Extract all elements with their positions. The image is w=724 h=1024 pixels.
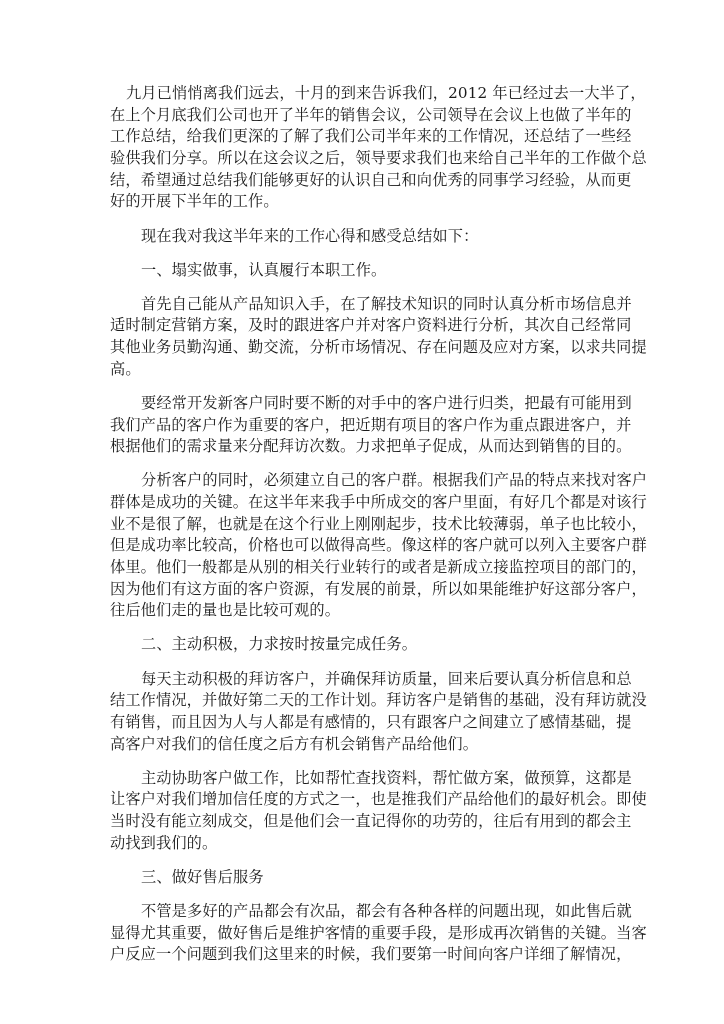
document-body <box>110 83 648 978</box>
body-paragraph <box>110 901 647 966</box>
body-paragraph <box>110 768 647 855</box>
text-line: 业不是很了解，也就是在这个行业上刚刚起步，技术比较薄弱，单子也比较小， <box>110 514 647 533</box>
text-line: 动找到我们的。 <box>110 833 218 852</box>
body-paragraph <box>110 669 647 756</box>
text-line: 适时制定营销方案，及时的跟进客户并对客户资料进行分析，其次自己经常同 <box>110 316 632 335</box>
section-heading-1 <box>110 260 630 282</box>
text-line: 我们产品的客户作为重要的客户，把近期有项目的客户作为重点跟进客户，并 <box>110 415 632 434</box>
text-line: 九月已悄悄离我们远去，十月的到来告诉我们，2012 年已经过去一大半了， <box>126 84 646 102</box>
heading-line: 三、做好售后服务 <box>141 867 264 886</box>
text-line: 但是成功率比较高，价格也可以做得高些。像这样的客户就可以列入主要客户群 <box>110 536 647 555</box>
text-line: 首先自己能从产品知识入手，在了解技术知识的同时认真分析市场信息并 <box>141 294 632 313</box>
text-line: 每天主动积极的拜访客户，并确保拜访质量，回来后要认真分析信息和总 <box>141 669 632 688</box>
text-line: 高。 <box>110 359 141 378</box>
text-line: 结，希望通过总结我们能够更好的认识自己和向优秀的同事学习经验，从而更 <box>110 170 632 189</box>
text-line: 分析客户的同时，必须建立自己的客户群。根据我们产品的特点来找对客户 <box>141 471 648 490</box>
text-line: 在上个月底我们公司也开了半年的销售会议，公司领导在会议上也做了半年的 <box>110 105 632 124</box>
text-line: 群体是成功的关键。在这半年来我手中所成交的客户里面，有好几个都是对该行 <box>110 492 647 511</box>
text-line: 验供我们分享。所以在这会议之后，领导要求我们也来给自己半年的工作做个总 <box>110 149 647 168</box>
text-line: 有销售，而且因为人与人都是有感情的，只有跟客户之间建立了感情基础，提 <box>110 712 632 731</box>
text-line: 不管是多好的产品都会有次品，都会有各种各样的问题出现，如此售后就 <box>141 901 632 920</box>
text-line: 当时没有能立刻成交，但是他们会一直记得你的功劳的，往后有用到的都会主 <box>110 812 632 831</box>
heading-line: 二、主动积极，力求按时按量完成任务。 <box>141 635 418 654</box>
text-line: 现在我对我这半年来的工作心得和感受总结如下： <box>141 226 479 245</box>
text-line: 显得尤其重要，做好售后是维护客情的重要手段，是形成再次销售的关键。当客 <box>110 923 647 942</box>
text-line: 高客户对我们的信任度之后方有机会销售产品给他们。 <box>110 734 479 753</box>
text-line: 结工作情况，并做好第二天的工作计划。拜访客户是销售的基础，没有拜访就没 <box>110 691 647 710</box>
text-line: 根据他们的需求量来分配拜访次数。力求把单子促成，从而达到销售的目的。 <box>110 437 632 456</box>
summary-intro-paragraph <box>110 226 630 248</box>
body-paragraph <box>110 470 648 622</box>
text-line: 主动协助客户做工作，比如帮忙查找资料，帮忙做方案，做预算，这都是 <box>141 768 632 787</box>
section-heading-2 <box>110 634 630 656</box>
text-line: 其他业务员勤沟通、勤交流，分析市场情况、存在问题及应对方案，以求共同提 <box>110 338 647 357</box>
text-line: 因为他们有这方面的客户资源，有发展的前景，所以如果能维护好这部分客户， <box>110 579 647 598</box>
text-line: 往后他们走的量也是比较可观的。 <box>110 601 341 620</box>
text-line: 工作总结，给我们更深的了解了我们公司半年来的工作情况，还总结了一些经 <box>110 127 632 146</box>
text-line: 好的开展下半年的工作。 <box>110 192 279 211</box>
text-line: 户反应一个问题到我们这里来的时候，我们要第一时间向客户详细了解情况， <box>110 945 632 964</box>
section-heading-3 <box>110 867 630 889</box>
intro-paragraph <box>110 83 647 213</box>
body-paragraph <box>110 294 647 381</box>
body-paragraph <box>110 393 630 458</box>
text-line: 让客户对我们增加信任度的方式之一，也是推我们产品给他们的最好机会。即使 <box>110 790 647 809</box>
text-line: 体里。他们一般都是从别的相关行业转行的或者是新成立接监控项目的部门的， <box>110 558 647 577</box>
heading-line: 一、塌实做事，认真履行本职工作。 <box>141 260 387 279</box>
text-line: 要经常开发新客户同时要不断的对手中的客户进行归类，把最有可能用到 <box>141 393 632 412</box>
